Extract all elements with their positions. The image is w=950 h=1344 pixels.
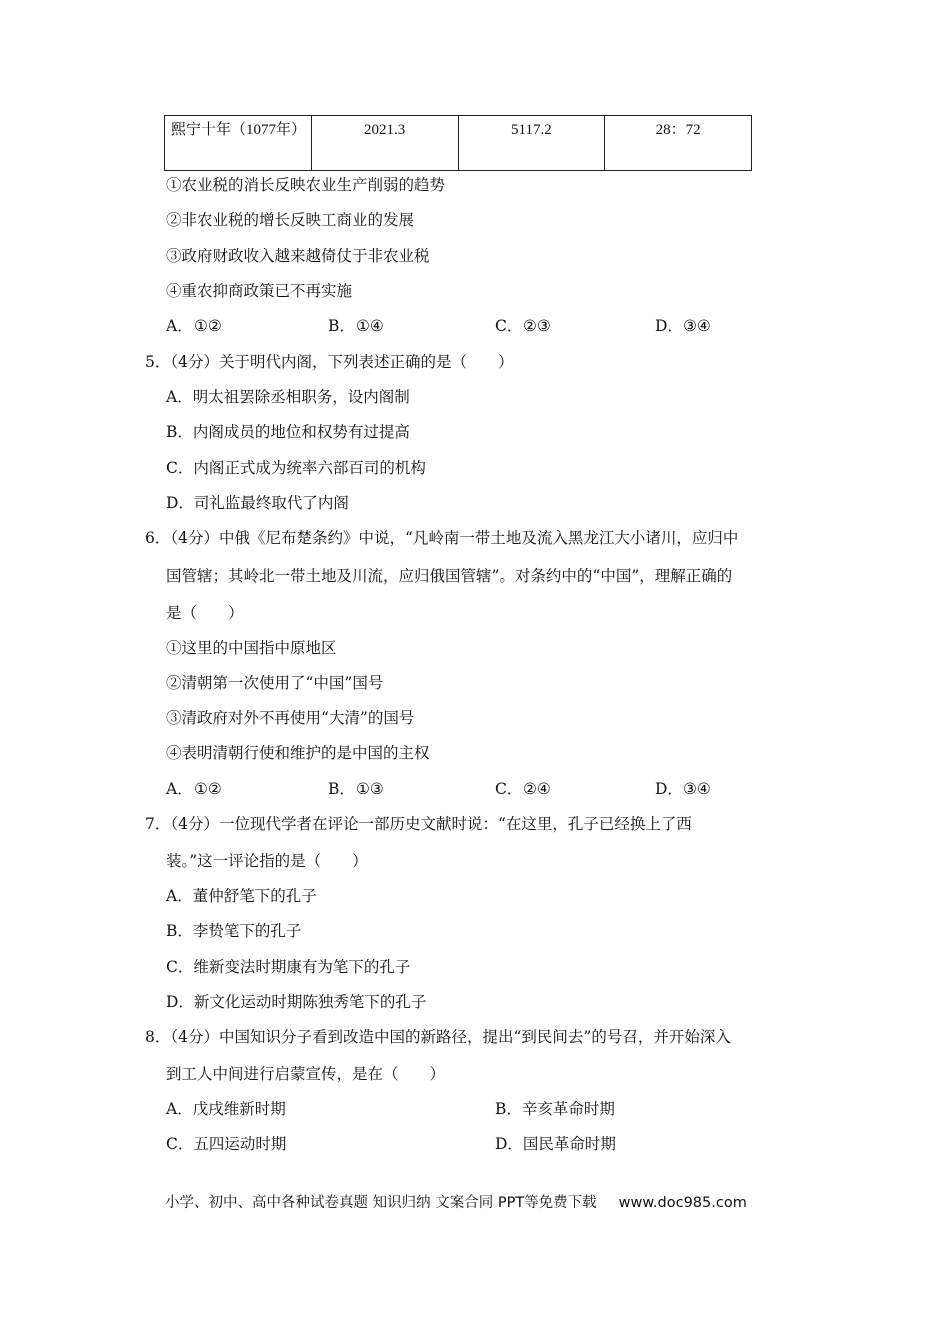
q5-option-b[interactable]: B．内阁成员的地位和权势有过提高 xyxy=(166,423,410,441)
footer-site-link[interactable]: www.doc985.com xyxy=(618,1195,747,1211)
table-cell-year: 熙宁十年（1077年） xyxy=(165,116,312,171)
table-row xyxy=(165,116,752,171)
q5-option-a[interactable]: A．明太祖罢除丞相职务，设内阁制 xyxy=(166,388,410,406)
q5-stem: 5．（4分）关于明代内阁，下列表述正确的是（ ） xyxy=(145,353,514,371)
q7-stem-line: 装。”这一评论指的是（ ） xyxy=(166,852,368,870)
q8-option-b[interactable]: B．辛亥革命时期 xyxy=(495,1100,615,1118)
q8-option-a[interactable]: A．戊戌维新时期 xyxy=(166,1100,286,1118)
q4-option-d[interactable]: D．③④ xyxy=(655,317,711,335)
q6-stem-line: 6．（4分）中俄《尼布楚条约》中说，“凡岭南一带土地及流入黑龙江大小诸川，应归中 xyxy=(145,529,739,547)
q6-stem-line: 是（ ） xyxy=(166,604,244,622)
q6-statement: ①这里的中国指中原地区 xyxy=(166,639,337,657)
q4-option-b[interactable]: B．①④ xyxy=(328,317,384,335)
q4-option-c[interactable]: C．②③ xyxy=(495,317,551,335)
q4-statement: ①农业税的消长反映农业生产削弱的趋势 xyxy=(166,176,446,194)
table-cell-agri-tax: 2021.3 xyxy=(311,116,458,171)
q8-stem-line: 到工人中间进行启蒙宣传，是在（ ） xyxy=(166,1065,446,1083)
tax-table xyxy=(164,115,752,171)
q8-option-d[interactable]: D．国民革命时期 xyxy=(495,1135,616,1153)
q7-option-b[interactable]: B．李贽笔下的孔子 xyxy=(166,922,302,940)
table-cell-ratio: 28：72 xyxy=(605,116,752,171)
footer-text: 小学、初中、高中各种试卷真题 知识归纳 文案合同 PPT等免费下载 xyxy=(165,1195,597,1211)
q6-option-d[interactable]: D．③④ xyxy=(655,780,711,798)
q5-option-c[interactable]: C．内阁正式成为统率六部百司的机构 xyxy=(166,459,426,477)
q6-statement: ③清政府对外不再使用“大清”的国号 xyxy=(166,709,415,727)
q6-stem-line: 国管辖；其岭北一带土地及川流，应归俄国管辖”。对条约中的“中国”，理解正确的 xyxy=(166,567,733,585)
q4-statement: ④重农抑商政策已不再实施 xyxy=(166,282,353,300)
q7-option-a[interactable]: A．董仲舒笔下的孔子 xyxy=(166,887,317,905)
q4-statement: ②非农业税的增长反映工商业的发展 xyxy=(166,211,415,229)
q6-option-c[interactable]: C．②④ xyxy=(495,780,551,798)
q6-statement: ②清朝第一次使用了“中国”国号 xyxy=(166,674,384,692)
q8-stem-line: 8．（4分）中国知识分子看到改造中国的新路径，提出“到民间去”的号召，并开始深入 xyxy=(145,1028,731,1046)
q6-statement: ④表明清朝行使和维护的是中国的主权 xyxy=(166,744,430,762)
q6-option-a[interactable]: A．①② xyxy=(166,780,222,798)
q7-stem-line: 7．（4分）一位现代学者在评论一部历史文献时说：“在这里，孔子已经换上了西 xyxy=(145,815,692,833)
q6-option-b[interactable]: B．①③ xyxy=(328,780,384,798)
q4-option-a[interactable]: A．①② xyxy=(166,317,222,335)
table-cell-non-agri-tax: 5117.2 xyxy=(458,116,605,171)
q8-option-c[interactable]: C．五四运动时期 xyxy=(166,1135,287,1153)
page-footer xyxy=(165,1191,747,1212)
q4-statement: ③政府财政收入越来越倚仗于非农业税 xyxy=(166,247,430,265)
q5-option-d[interactable]: D．司礼监最终取代了内阁 xyxy=(166,494,349,512)
q7-option-d[interactable]: D．新文化运动时期陈独秀笔下的孔子 xyxy=(166,993,427,1011)
q7-option-c[interactable]: C．维新变法时期康有为笔下的孔子 xyxy=(166,958,411,976)
